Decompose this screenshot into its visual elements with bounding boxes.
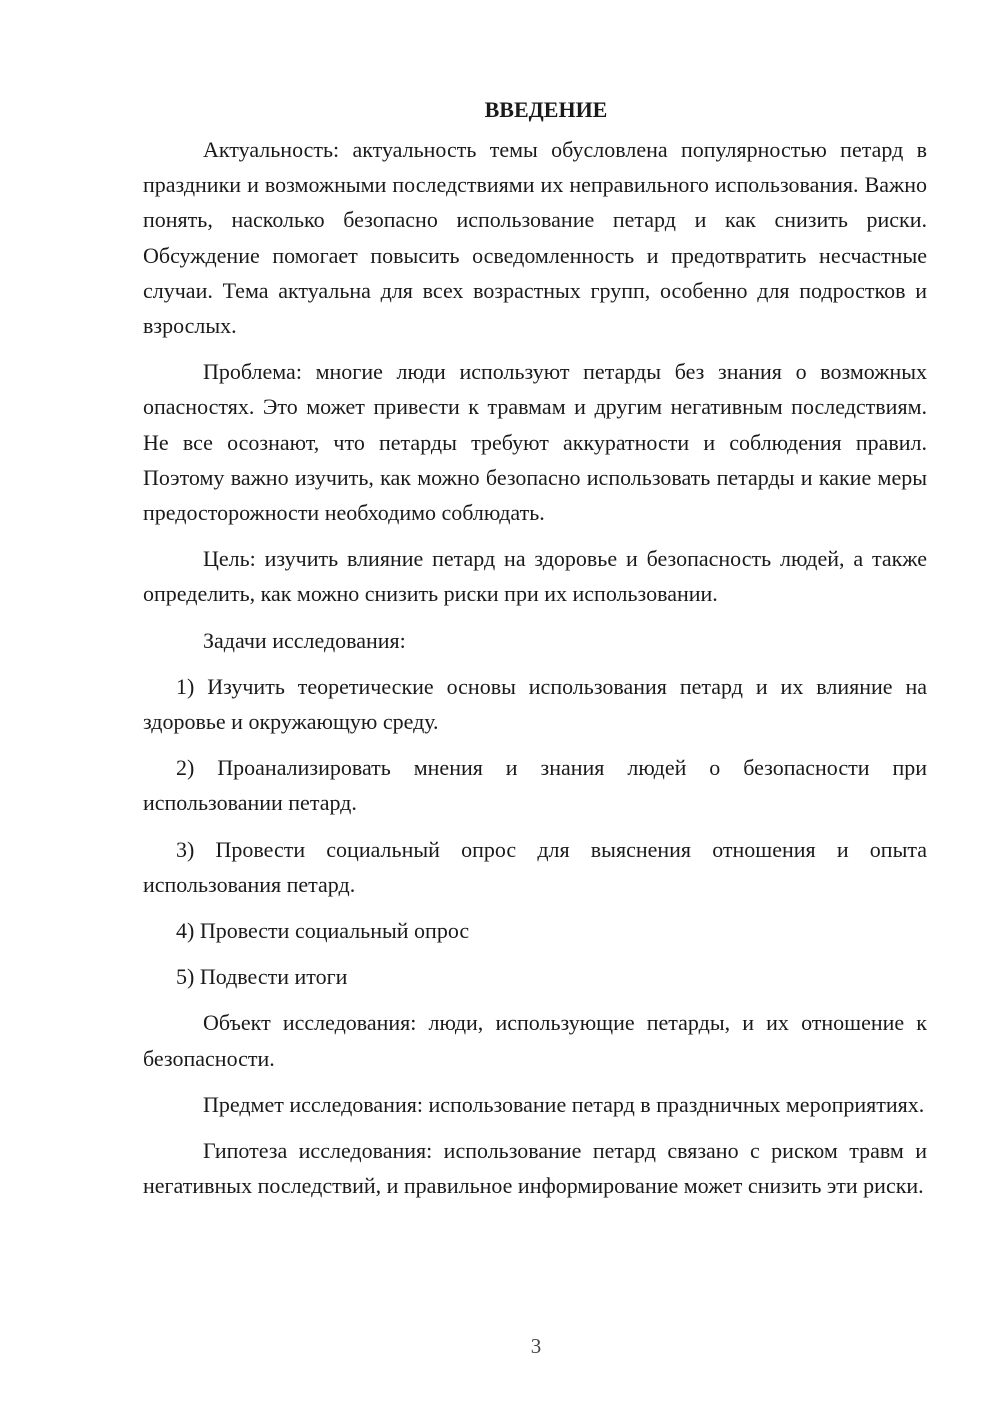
document-page	[143, 92, 927, 1203]
paragraph-hypothesis: Гипотеза исследования: использование петард связано с риском травм и негативных последствий, и правильное информирование может снизить эти риски.	[143, 1138, 927, 1199]
task-item-2: 2) Проанализировать мнения и знания людей о безопасности при использовании петард.	[143, 755, 927, 816]
task-item-1: 1) Изучить теоретические основы использования петард и их влияние на здоровье и окружающую среду.	[143, 673, 927, 735]
task-item-3: 3) Провести социальный опрос для выяснения отношения и опыта использования петард.	[143, 836, 927, 897]
paragraph-object: Объект исследования: люди, использующие петарды, и их отношение к безопасности.	[143, 1010, 927, 1071]
page-number: 3	[530, 1334, 542, 1358]
paragraph-goal: Цель: изучить влияние петард на здоровье и безопасность людей, а также определить, как можно снизить риски при их использовании.	[143, 546, 927, 607]
paragraph-subject: Предмет исследования: использование петард в праздничных мероприятиях.	[203, 1091, 925, 1117]
paragraph-tasks-heading: Задачи исследования:	[203, 627, 406, 653]
paragraph-relevance: Актуальность: актуальность темы обусловлена популярностью петард в праздники и возможными последствиями их неправильного использования. Важно понять, насколько безопасно использование петард и как снизить риски. Обсуждение помогает повысить осведомленность и предотвратить несчастные случаи. Тема актуальна для всех возрастных групп, особенно для подростков и взрослых.	[143, 137, 927, 339]
task-item-5: 5) Подвести итоги	[176, 964, 348, 990]
paragraph-problem: Проблема: многие люди используют петарды без знания о возможных опасностях. Это может привести к травмам и другим негативным последствиям. Не все осознают, что петарды требуют аккуратности и соблюдения правил. Поэтому важно изучить, как можно безопасно использовать петарды и какие меры предосторожности необходимо соблюдать.	[143, 359, 927, 526]
task-item-4: 4) Провести социальный опрос	[176, 918, 470, 944]
section-title: ВВЕДЕНИЕ	[484, 97, 608, 122]
